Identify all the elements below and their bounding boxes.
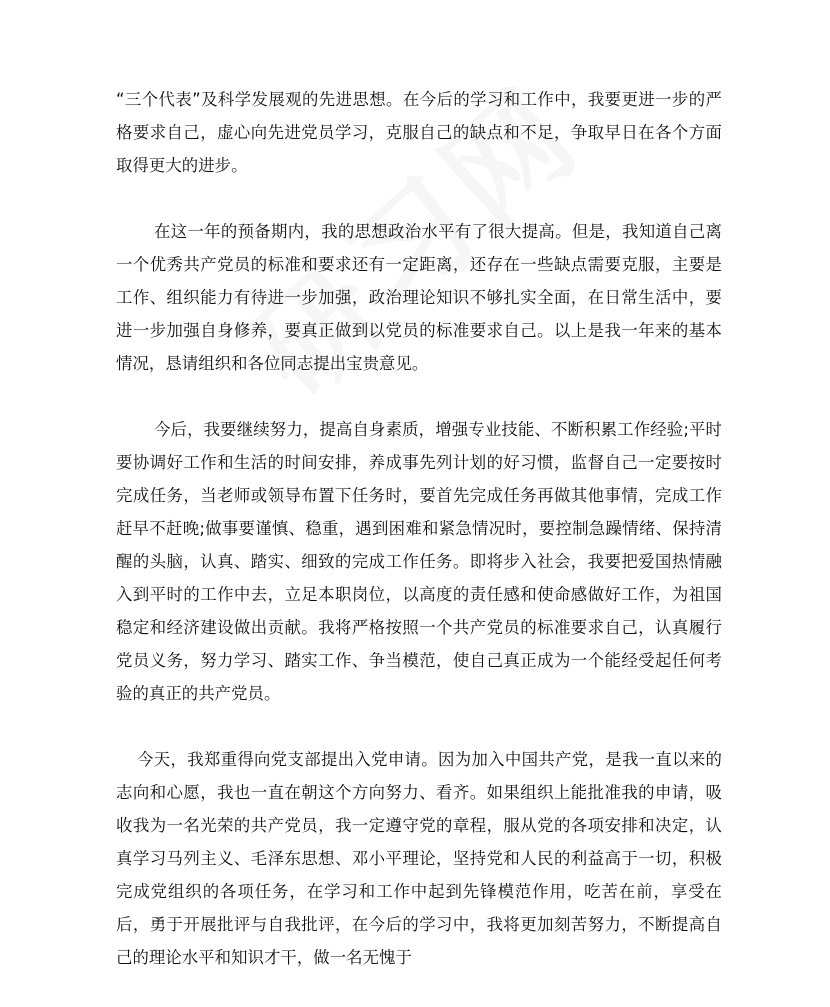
- paragraph-2: 在这一年的预备期内，我的思想政治水平有了很大提高。但是，我知道自己离一个优秀共产党员的标准和要求还有一定距离，还存在一些缺点需要克服，主要是工作、组织能力有待进一步加强，政治理论知识不够扎实全面，在日常生活中，要进一步加强自身修养，要真正做到以党员的标准要求自己。以上是我一年来的基本情况，恳请组织和各位同志提出宝贵意见。: [116, 222, 722, 373]
- paragraph-4: 今天，我郑重得向党支部提出入党申请。因为加入中国共产党，是我一直以来的志向和心愿，我也一直在朝这个方向努力、看齐。如果组织上能批准我的申请，吸收我为一名光荣的共产党员，我一定遵守党的章程，服从党的各项安排和决定，认真学习马列主义、毛泽东思想、邓小平理论，坚持党和人民的利益高于一切，积极完成党组织的各项任务，在学习和工作中起到先锋模范作用，吃苦在前，享受在后，勇于开展批评与自我批评，在今后的学习中，我将更加刻苦努力，不断提高自己的理论水平和知识才干，做一名无愧于: [116, 750, 722, 967]
- paragraph-3: 今后，我要继续努力，提高自身素质，增强专业技能、不断积累工作经验;平时要协调好工作和生活的时间安排，养成事先列计划的好习惯，监督自己一定要按时完成任务，当老师或领导布置下任务时，要首先完成任务再做其他事情，完成工作赶早不赶晚;做事要谨慎、稳重，遇到困难和紧急情况时，要控制急躁情绪、保持清醒的头脑，认真、踏实、细致的完成工作任务。即将步入社会，我要把爱国热情融入到平时的工作中去，立足本职岗位，以高度的责任感和使命感做好工作，为祖国稳定和经济建设做出贡献。我将严格按照一个共产党员的标准要求自己，认真履行党员义务，努力学习、踏实工作、争当模范，使自己真正成为一个能经受起任何考验的真正的共产党员。: [116, 420, 722, 703]
- document-body: [116, 83, 722, 1007]
- paragraph-1: “三个代表”及科学发展观的先进思想。在今后的学习和工作中，我要更进一步的严格要求自己，虚心向先进党员学习，克服自己的缺点和不足，争取早日在各个方面取得更大的进步。: [116, 90, 722, 175]
